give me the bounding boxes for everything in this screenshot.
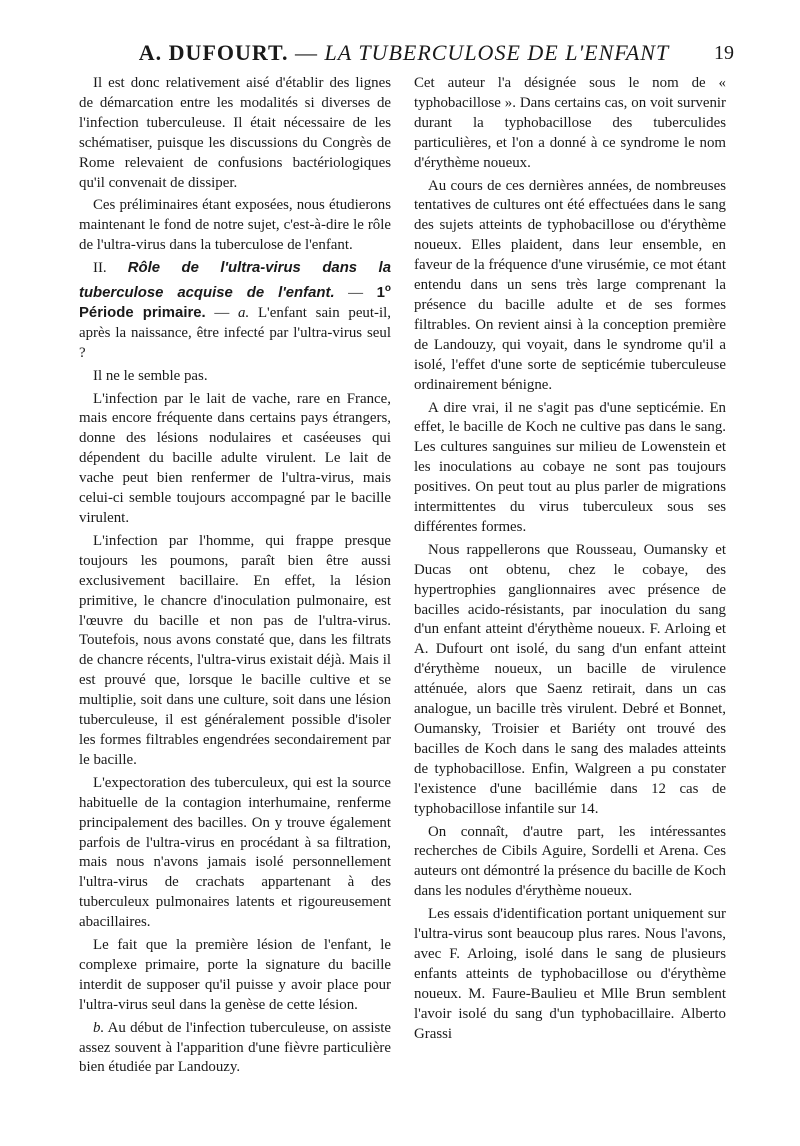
paragraph: Ces préliminaires étant exposées, nous étudierons maintenant le fond de notre sujet, c'est-à-dire le rôle de l'ultra-virus dans la tuberculose de l'enfant.: [79, 197, 391, 254]
left-column: [79, 74, 391, 1081]
heading-numeral: II.: [93, 260, 107, 277]
heading-title: Rôle de l'ultra-virus dans la tuberculose acquise de l'enfant.: [79, 260, 391, 302]
heading-period-label: Période primaire.: [79, 304, 206, 321]
paragraph: Il est donc relativement aisé d'établir des lignes de démarcation entre les modalités si diverses de l'infection tuberculeuse. Il était nécessaire de les schématiser, puisque les discussions du Congrès de Rome relevaient de confusions bactériologiques qu'il convenait de dissiper.: [79, 75, 391, 191]
running-title: [74, 40, 734, 66]
heading-text: L'enfant sain peut-il, après la naissance, être infecté par l'ultra-virus seul ?: [79, 304, 391, 361]
section-heading: [79, 259, 391, 364]
heading-period-sup: o: [384, 283, 391, 295]
header-book-title: LA TUBERCULOSE DE L'ENFANT: [324, 40, 670, 65]
heading-period-num: 1: [376, 285, 385, 302]
paragraph: Nous rappellerons que Rousseau, Oumansky et Ducas ont obtenu, chez le cobaye, des hypertrophies ganglionnaires avec présence de bacilles acido-résistants, par inoculation du sang d'un enfant atteint d'érythème noueux. F. Arloing et A. Dufourt ont isolé, du sang d'un enfant atteint d'érythème noueux, un bacille de virulence atténuée, alors que Saenz retirait, dans un cas analogue, un bacille très virulent. Debré et Bonnet, Oumansky, Troisier et Bariéty ont trouvé des bacilles de Koch dans le sang des malades atteints de typhobacillose. Enfin, Walgreen a pu constater l'existence d'une bacillémie dans 12 cas de typhobacillose infantile sur 14.: [414, 541, 726, 817]
paragraph-text: Au début de l'infection tuberculeuse, on assiste assez souvent à l'apparition d'une fièvre particulière bien étudiée par Landouzy.: [79, 1019, 392, 1076]
paragraph-letter: b.: [93, 1019, 105, 1036]
heading-sub-dash: —: [214, 304, 230, 321]
paragraph: On connaît, d'autre part, les intéressantes recherches de Cibils Aguire, Sordelli et Arena. Ces auteurs ont démontré la présence du bacille de Koch dans les nodules d'érythème noueux.: [414, 823, 726, 900]
paragraph: Cet auteur l'a désignée sous le nom de « typhobacillose ». Dans certains cas, on voit survenir durant la typhobacillose des tuberculides particulières, et l'on a donné à ce syndrome le nom d'érythème noueux.: [414, 75, 726, 171]
paragraph: A dire vrai, il ne s'agit pas d'une septicémie. En effet, le bacille de Koch ne cultive pas dans le sang. Les cultures sanguines sur milieu de Lowenstein et les inoculations au cobaye ne sont pas toujours positives. On peut tout au plus parler de migrations intermittentes du virus tuberculeux sous ses différentes formes.: [414, 399, 726, 535]
paragraph: L'infection par l'homme, qui frappe presque toujours les poumons, paraît bien être aussi exclusivement bacillaire. En effet, la lésion primitive, le chancre d'inoculation pulmonaire, est l'œuvre du bacille et non pas de l'ultra-virus. Toutefois, nous avons constaté que, dans les filtrats de chancre récents, l'ultra-virus existait déjà. Mais il est prouvé que, lorsque le bacille cultive et se multiplie, soit dans une culture, soit dans une lésion tuberculeuse, il est généralement possible d'isoler les formes filtrables engendrées secondairement par le bacille.: [79, 532, 391, 768]
right-column: [414, 74, 726, 1048]
header-author: A. DUFOURT.: [138, 40, 289, 65]
heading-dash: —: [348, 285, 364, 302]
paragraph: L'infection par le lait de vache, rare en France, mais encore fréquente dans certains pays étrangers, donne des lésions nodulaires et caséeuses qui dépendent du bacille adulte virulent. Le lait de vache peut bien renfermer de l'ultra-virus, mais celui-ci semble toujours accompagné par le bacille virulent.: [79, 390, 391, 526]
header-separator: —: [295, 40, 319, 65]
heading-sub-letter: a.: [238, 304, 250, 321]
page-number: 19: [714, 42, 734, 64]
paragraph: L'expectoration des tuberculeux, qui est la source habituelle de la contagion interhumaine, renferme principalement des bacilles. On y trouve également parfois de l'ultra-virus en procédant à sa filtration, mais nous n'avons jamais isolé personnellement l'ultra-virus de crachats appartenant à des tuberculeux pulmonaires latents et rigoureusement abacillaires.: [79, 774, 391, 931]
running-header: [74, 36, 734, 70]
paragraph: [79, 1019, 391, 1079]
paragraph: Il ne le semble pas.: [93, 367, 208, 384]
paragraph: Au cours de ces dernières années, de nombreuses tentatives de cultures ont été effectuées dans le sang des sujets atteints de typhobacillose ou d'érythème noueux. Elles plaident, dans leur ensemble, en faveur de la fréquence d'une virusémie, ce mot étant entendu dans un sens très large comprenant la présence du bacille adulte et de ses formes filtrables. On revient ainsi à la conception première de Landouzy, qui voyait, dans le syndrome qu'il a isolé, l'effet d'une sorte de septicémie tuberculeuse ordinairement bénigne.: [414, 177, 726, 393]
paragraph: Le fait que la première lésion de l'enfant, le complexe primaire, porte la signature du bacille interdit de supposer qu'il puisse y avoir place pour l'ultra-virus seul dans la genèse de cette lésion.: [79, 937, 391, 1013]
paragraph: Les essais d'identification portant uniquement sur l'ultra-virus sont beaucoup plus rares. Nous l'avons, avec F. Arloing, isolé dans le sang de plusieurs enfants atteints de typhobacillose ou d'érythème noueux. M. Faure-Baulieu et Mlle Brun semblent l'avoir isolé du sang d'un typhobacillaire. Alberto Grassi: [414, 906, 726, 1042]
